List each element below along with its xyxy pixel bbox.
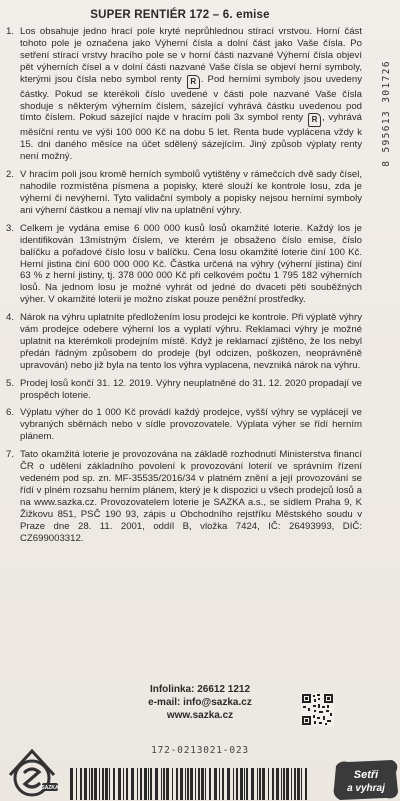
barcode-icon (70, 768, 310, 800)
rule-text: V hracím poli jsou kromě herních symbolů vytištěny v rámečcích dvě sady čísel, nahodile rozmístěna písmena a popisky, které slouží ke kontrole losu, zda je výherní či nevýherní. Tyto validační symboly a popisky nejsou herními symboly ani výherní částkou a nemají vliv na uplatnění výhry. (20, 169, 362, 216)
barcode-bar (291, 768, 292, 800)
barcode-bar (144, 768, 147, 800)
email-link[interactable]: e-mail: info@sazka.cz (148, 697, 252, 708)
badge-line1: Setři (353, 769, 379, 781)
barcode-bar (205, 768, 206, 800)
barcode-bar (113, 768, 115, 800)
barcode-bar (214, 768, 217, 800)
barcode-bar (281, 768, 282, 800)
barcode-bar (259, 768, 261, 800)
rule-item (6, 449, 362, 544)
rule-text: Los obsahuje jedno hrací pole kryté neprůhlednou stírací vrstvou. Horní část tohoto pole je označena jako Výherní čísla a dolní část jako Vaše čísla. Po setření stírací vrstvy hracího pole se v horní části nazvané Výherní čísla objeví pět výherních čísel a v dolní části nazvané Vaše čísla se objeví herní symboly, kterými jsou čísla nebo symbol renty R . Pod herními symboly jsou uvedeny částky. Pokud se kterékoli číslo uvedené v části pole nazvané Vaše čísla shoduje s některým výherním číslem, sázející vyhrává částku uvedenou pod tímto číslem. Pokud sázející najde v hracím poli 3x symbol renty R , vyhrává měsíční rentu ve výši 100 000 Kč na dobu 5 let. Renta bude vyplácena vždy k 15. dni daného měsíce na účet sdělený sázejícím. Jiný způsob výplaty renty není možný. (20, 26, 363, 163)
barcode-bar (137, 768, 138, 800)
barcode-bar (99, 768, 100, 800)
rule-text: Výplatu výher do 1 000 Kč provádí každý prodejce, vyšší výhry se vyplácejí ve vybraných sběrnách nebo v sídle provozovatele. Výplata výher se řídí herním plánem. (20, 407, 362, 443)
barcode-bar (233, 768, 234, 800)
barcode-bar (150, 768, 152, 800)
rule-item (6, 169, 362, 217)
barcode-bar (244, 768, 245, 800)
rule-number: 1. (6, 26, 15, 37)
rule-number: 6. (6, 407, 15, 419)
barcode-bar (286, 768, 289, 800)
rent-symbol-icon: R (187, 75, 200, 89)
barcode-bar (201, 768, 204, 800)
qr-code-icon (301, 693, 334, 726)
barcode-bar (236, 768, 238, 800)
barcode-bar (251, 768, 254, 800)
rent-symbol-icon: R (308, 113, 321, 127)
rule-number: 3. (6, 222, 15, 234)
barcode-bar (190, 768, 193, 800)
rule-item (6, 312, 362, 372)
scratch-and-win-badge (330, 758, 400, 800)
rule-item (6, 378, 362, 402)
barcode-bar (172, 768, 173, 800)
barcode-bar (185, 768, 186, 800)
rule-text: Prodej losů končí 31. 12. 2019. Výhry neuplatněné do 31. 12. 2020 propadají ve prospěch loterie. (20, 377, 362, 401)
rule-text: Celkem je vydána emise 6 000 000 kusů losů okamžité loterie. Každý los je identifikován 13místným číslem, ve kterém je obsaženo číslo emise, číslo balíčku a pořadové číslo losu v balíčku. Cena losu okamžité loterie činí 100 Kč. Herní jistina činí 600 000 000 Kč. Částka určená na výhry (výherní jistina) činí 63 % z herní jistiny, tj. 378 000 000 Kč při celkovém počtu 1 795 182 výherních losů. Na jednom losu je možné vyhrát od jedné do dvaceti pěti souběžných výher. V okamžité loterii je možno získat pouze peněžní prostředky. (20, 222, 362, 306)
barcode-bar (76, 768, 77, 800)
barcode-bar (219, 768, 220, 800)
barcode-bar (301, 768, 302, 800)
rule-text: Nárok na výhru uplatníte předložením losu prodejci ke kontrole. Při výplatě výhry vám prodejce odebere výherní los a vyplatí výhru. Reklamaci výhry je možné uplatnit na kterémkoli prodejním místě. Když je reklamací zjištěno, že los nebyl předán řádným způsobem do prodeje (byl odcizen, poškozen, neoprávněně upravován) nebo již byla na tento los výhra vyplacena, nevzniká nárok na výhru. (20, 312, 362, 371)
side-barcode-number: 8 595613 301726 (381, 60, 392, 167)
ticket-serial-number: 172-0213021-023 (151, 745, 249, 756)
badge-line2: a vyhraj (347, 783, 385, 794)
barcode-bar (109, 768, 110, 800)
barcode-bar (272, 768, 274, 800)
barcode-bar (163, 768, 165, 800)
rule-text: Tato okamžitá loterie je provozována na základě rozhodnutí Ministerstva financí ČR o udělení základního povolení k provozování loterií ve správním řízení vedeném pod sp. zn. MF-35535/2016/34 v platném znění a její provozování se řídí v plném rozsahu herním plánem, který je k dispozici u všech prodejců losů a na www.sazka.cz. Provozovatelem loterie je SAZKA a.s., se sídlem Praha 9, K Žižkovu 851, PSČ 190 93, zápis u Obchodního rejstříku Městského soudu v Praze dne 28. 11. 2001, oddíl B, vložka 7424, IČ: 26493993, DIČ: CZ699003312. (20, 449, 362, 544)
barcode-bar (240, 768, 243, 800)
hotline-text: Infolinka: 26612 1212 (149, 684, 251, 695)
barcode-bar (131, 768, 134, 800)
barcode-bar (180, 768, 183, 800)
barcode-bar (305, 768, 307, 800)
barcode-bar (80, 768, 82, 800)
barcode-bar (176, 768, 178, 800)
barcode-bar (283, 768, 285, 800)
rule-number: 4. (6, 312, 15, 324)
sazka-logo-icon (4, 745, 60, 801)
contact-block (0, 683, 400, 722)
barcode-bar (268, 768, 269, 800)
barcode-bar (222, 768, 224, 800)
website-link[interactable]: www.sazka.cz (166, 710, 234, 721)
barcode-bar (294, 768, 296, 800)
rule-item (6, 223, 362, 306)
barcode-bar (155, 768, 158, 800)
rule-item (6, 407, 362, 443)
barcode-bar (161, 768, 162, 800)
barcode-bar (89, 768, 90, 800)
barcode-bar (123, 768, 124, 800)
rule-number: 5. (6, 377, 15, 389)
rules-list (6, 26, 362, 550)
barcode-bar (148, 768, 149, 800)
rule-item (6, 26, 362, 163)
barcode-bar (187, 768, 189, 800)
barcode-bar (198, 768, 200, 800)
barcode-bar (94, 768, 97, 800)
barcode-bar (84, 768, 87, 800)
ticket-title: SUPER RENTIÉR 172 – 6. emise (90, 9, 270, 21)
barcode-bar (257, 768, 258, 800)
barcode-bar (70, 768, 73, 800)
barcode-bar (209, 768, 211, 800)
barcode-bar (105, 768, 108, 800)
barcode-bar (262, 768, 265, 800)
rule-number: 2. (6, 169, 15, 181)
barcode-bar (246, 768, 248, 800)
rule-number: 7. (6, 449, 15, 461)
barcode-bar (166, 768, 169, 800)
barcode-bar (91, 768, 93, 800)
barcode-bar (297, 768, 300, 800)
barcode-bar (102, 768, 104, 800)
barcode-bar (126, 768, 128, 800)
barcode-bar (140, 768, 142, 800)
barcode-bar (195, 768, 196, 800)
barcode-bar (276, 768, 279, 800)
logo-text: SAZKA (41, 785, 59, 791)
barcode-bar (118, 768, 121, 800)
barcode-bar (227, 768, 230, 800)
